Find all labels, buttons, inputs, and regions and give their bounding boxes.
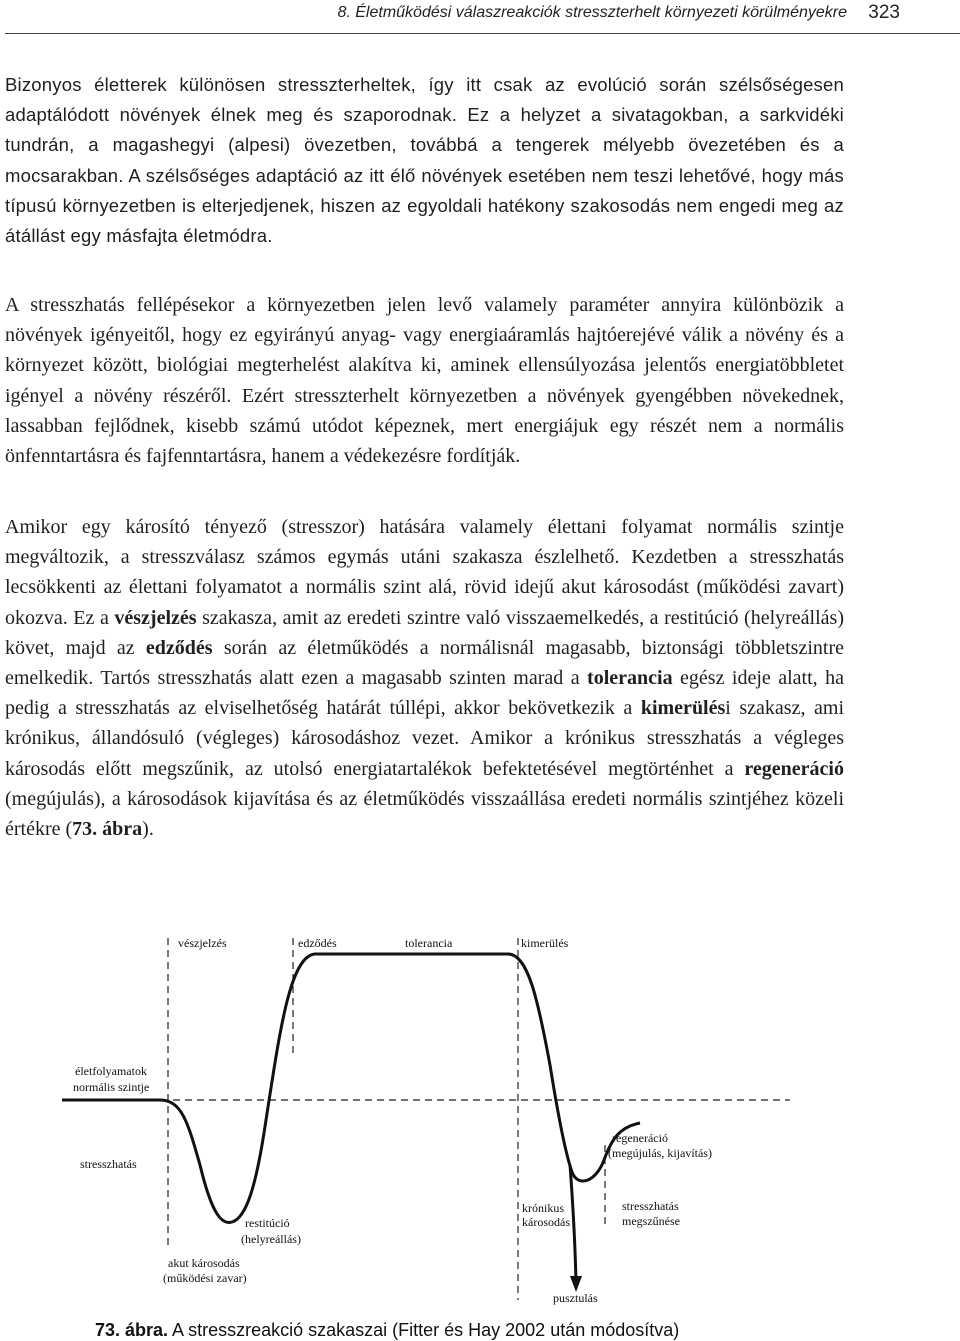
- normal-level-label: életfolyamatok: [75, 1064, 147, 1078]
- stress-reaction-diagram: [0, 920, 960, 1315]
- term-hardening: edződés: [145, 636, 213, 659]
- regeneration-label: regeneráció: [612, 1131, 668, 1145]
- restitution-label: restitúció: [245, 1216, 290, 1230]
- running-header: [0, 0, 960, 34]
- phase-label-exhaustion: kimerülés: [521, 936, 569, 950]
- text-run: szakasza, amit az eredeti szintre való visszaemelkedés, a restitúció (helyreállás) követ, majd az: [5, 606, 844, 659]
- text-run: (megújulás), a károsodások kijavítása és az életműködés visszaállása eredeti normális szintjéhez közeli értékre (: [5, 787, 844, 841]
- text-run: Amikor egy károsító tényező (stresszor) hatására valamely élettani folyamat normális szintje megváltozik, a stresszválasz számos egymás utáni szakasza észlelhető. Kezdetben a stresszhatás lecsökkenti az élettani folyamatot a normális szint alá, rövid idejű akut károsodást (működési zavart) okozva. Ez a: [5, 516, 844, 629]
- chronic-damage-label: krónikus: [522, 1201, 564, 1215]
- caption-text: A stresszreakció szakaszai (Fitter és Hay 2002 után módosítva): [168, 1320, 680, 1340]
- stress-label: stresszhatás: [80, 1157, 137, 1171]
- acute-damage-label: akut károsodás: [168, 1256, 240, 1270]
- phase-label-hardening: edződés: [298, 936, 337, 950]
- acute-damage-label: (működési zavar): [163, 1271, 247, 1285]
- stress-reaction-figure: [0, 920, 960, 1315]
- paragraph-stress-phases: [5, 512, 844, 844]
- death-branch: [570, 1165, 576, 1282]
- paragraph-stress-effect: A stresszhatás fellépésekor a környezetben jelen levő valamely paraméter annyira különbözik a növények igényeitől, hogy ez egyirányú anyag- vagy energiaáramlás hajtóerejévé válik a növény és a környezet között, biológiai megterhelést alakítva ki, aminek ellensúlyozása jelentős energiatöbbletet igényel a növény részéről. Ezért stresszterhelt környezetben a növények gyengébben növekednek, lassabban fejlődnek, kisebb számú utódot képeznek, mert energiájuk egy részét nem a normális önfenntartásra és fajfenntartásra, hanem a védekezésre fordítják.: [5, 294, 844, 468]
- regeneration-label: (megújulás, kijavítás): [608, 1146, 712, 1160]
- term-tolerance: tolerancia: [587, 667, 673, 690]
- term-alarm: vészjelzés: [114, 606, 197, 629]
- figure-reference: 73. ábra: [72, 818, 143, 841]
- term-exhaustion: kimerülés: [640, 697, 726, 720]
- phase-label-tolerance: tolerancia: [405, 936, 453, 950]
- death-label: pusztulás: [553, 1291, 598, 1305]
- paragraph-habitats: Bizonyos életterek különösen stresszterheltek, így itt csak az evolúció során szélsőségesen adaptálódott növények élnek meg és szaporodnak. Ez a helyzet a sivatagokban, a sarkvidéki tundrán, a magashegyi (alpesi) övezetben, továbbá a tengerek mélyebb övezetében és a mocsarakban. A szélsőséges adaptáció az itt élő növények esetében nem teszi lehetővé, hogy más típusú környezetben is elterjedjenek, hiszen az egyoldali hatékony szakosodás nem engedi meg az átállást egy másfajta életmódra.: [5, 74, 844, 247]
- normal-level-label: normális szintje: [73, 1080, 150, 1094]
- phase-boundaries: [168, 938, 605, 1300]
- running-title: 8. Életműködési válaszreakciók stresszterhelt környezeti körülményekre: [337, 4, 847, 21]
- death-arrowhead: [570, 1276, 582, 1292]
- text-run: során az életműködés a normálisnál magasabb, biztonsági többletszintre emelkedik. Tartós stresszhatás alatt ezen a magasabb szinten marad a: [5, 636, 844, 690]
- stress-end-label: megszűnése: [622, 1214, 680, 1228]
- term-regeneration: regeneráció: [744, 757, 844, 780]
- restitution-label: (helyreállás): [241, 1232, 301, 1246]
- text-run: egész ideje alatt, ha pedig a stresszhatás az elviselhetőség határát túllépi, akkor bekövetkezik a: [5, 667, 844, 720]
- text-run: ).: [142, 818, 154, 841]
- caption-number: 73. ábra.: [95, 1320, 169, 1340]
- header-divider: [5, 33, 960, 34]
- phase-label-alarm: vészjelzés: [178, 936, 227, 950]
- text-run: i szakasz, ami krónikus, állandósuló (végleges) károsodáshoz vezet. Amikor a krónikus stresszhatás a végleges károsodás előtt megszűnik, az utolsó energiatartalékok befektetésével megtörténhet a: [5, 697, 845, 780]
- figure-caption: [95, 1320, 679, 1341]
- stress-end-label: stresszhatás: [622, 1199, 679, 1213]
- page-number: 323: [868, 2, 900, 23]
- chronic-damage-label: károsodás: [522, 1215, 570, 1229]
